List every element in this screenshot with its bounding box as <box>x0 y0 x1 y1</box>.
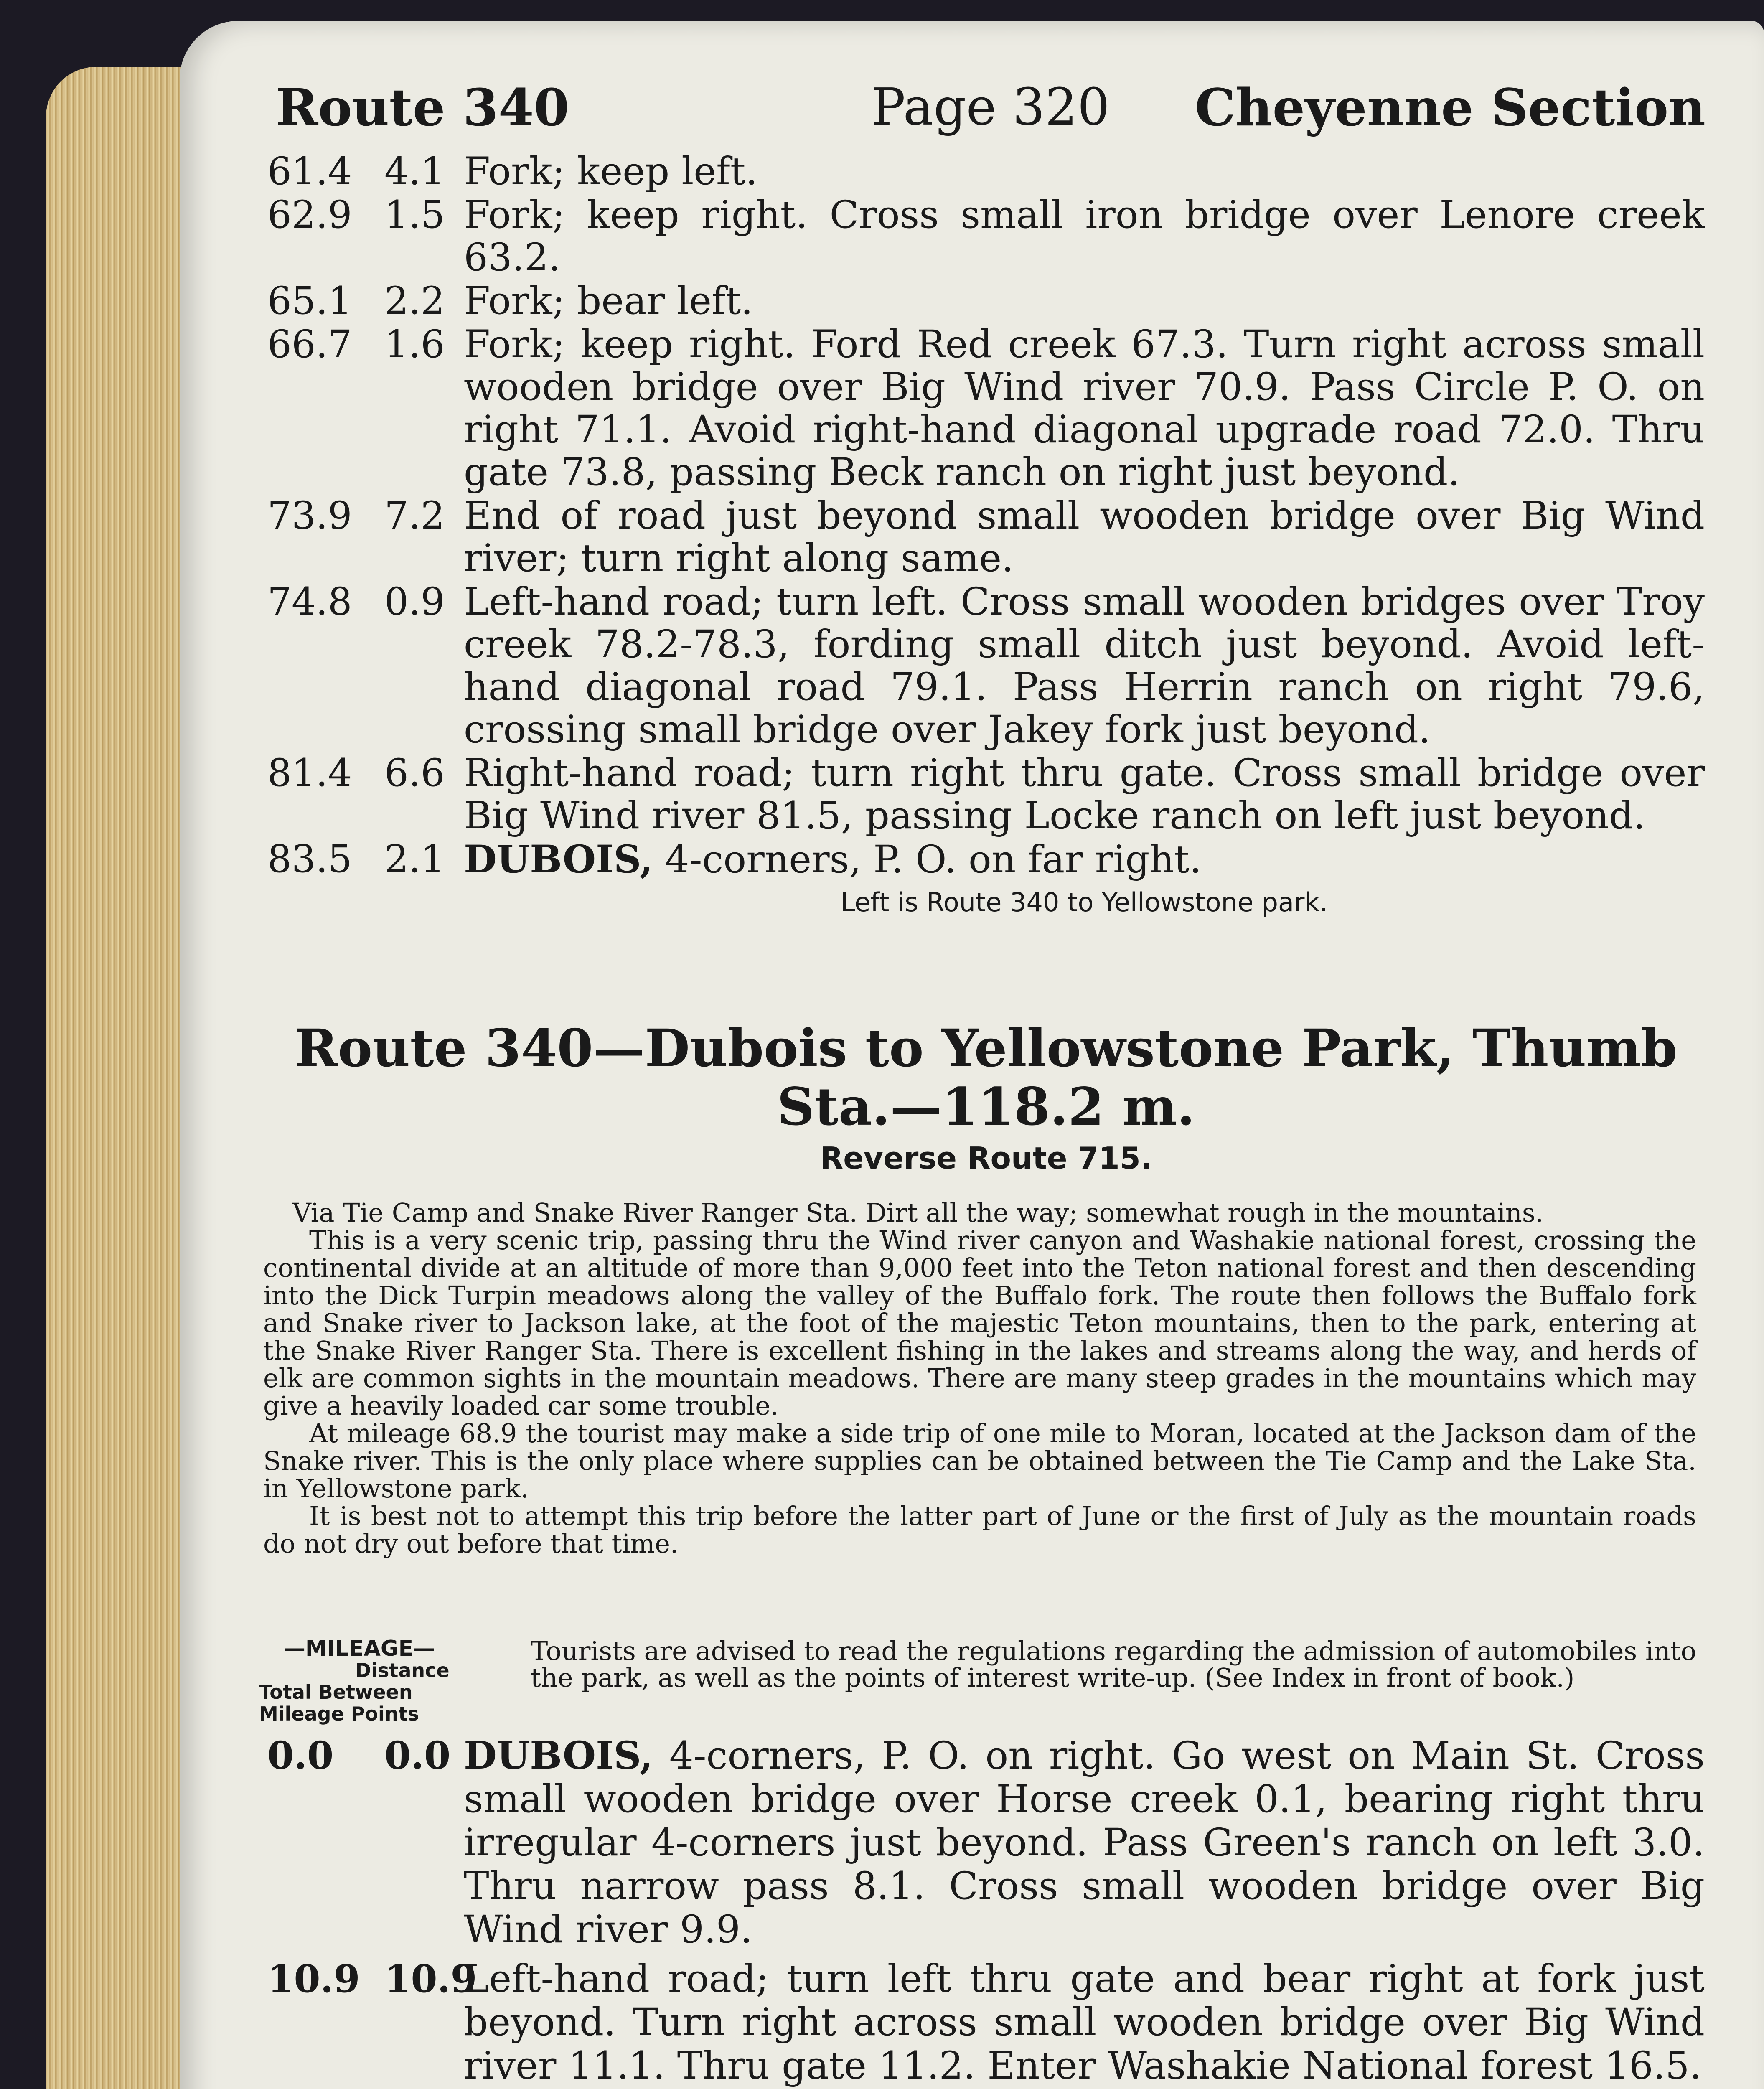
distance-between: 7.2 <box>384 494 445 538</box>
distance-between: 2.2 <box>384 279 445 323</box>
direction-text: Fork; keep right. Cross small iron bridge over Lenore creek 63.2. <box>464 193 1705 280</box>
intro-paragraph: Via Tie Camp and Snake River Ranger Sta. Dirt all the way; somewhat rough in the mountains. <box>292 1197 1544 1228</box>
total-mileage: 10.9 <box>267 1957 360 2001</box>
distance-between: 0.9 <box>384 580 445 624</box>
table-row <box>267 838 1705 924</box>
table-row <box>267 194 1705 279</box>
total-mileage: 83.5 <box>267 837 352 881</box>
distance-between: 6.6 <box>384 751 445 795</box>
table-row <box>267 323 1705 494</box>
distance-between: 4.1 <box>384 150 445 193</box>
intro-paragraph: This is a very scenic trip, passing thru the Wind river canyon and Washakie national forest, crossing the continental divide at an altitude of more than 9,000 feet into the Teton national forest and then descending into the Dick Turpin meadows along the valley of the Buffalo fork. The route then follows the Buffalo fork and Snake river to Jackson lake, at the foot of the majestic Teton mountains, then to the park, entering at the Snake River Ranger Sta. There is excellent fishing in the lakes and streams along the way, and herds of elk are common sights in the mountain meadows. There are many steep grades in the mountains which may give a heavily loaded car some trouble. <box>263 1225 1696 1421</box>
legend-mileage-points: Mileage Points <box>259 1703 419 1725</box>
direction-text: Fork; bear left. <box>464 279 753 323</box>
table-row <box>267 1734 1705 1952</box>
place-name: DUBOIS, <box>464 1733 653 1778</box>
route-table <box>267 1734 1705 2089</box>
legend-distance: Distance <box>355 1659 450 1682</box>
legend-mileage: —MILEAGE— <box>283 1636 435 1661</box>
total-mileage: 62.9 <box>267 193 352 237</box>
direction-text <box>464 1734 1705 1952</box>
direction-detail: 4-corners, P. O. on far right. <box>653 838 1202 882</box>
distance-between: 10.9 <box>384 1957 477 2001</box>
place-name: DUBOIS, <box>464 837 653 882</box>
table-row <box>267 150 1705 193</box>
route-note: Left is Route 340 to Yellowstone park. <box>840 887 1328 917</box>
distance-between: 0.0 <box>384 1733 451 1778</box>
book-page-edges <box>46 67 184 2089</box>
total-mileage: 0.0 <box>267 1733 334 1778</box>
table-row <box>267 280 1705 323</box>
direction-detail: 4-corners, P. O. on right. Go west on Main St. Cross small wooden bridge over Horse creek 0.1, bearing right thru irregular 4-corners just beyond. Pass Green's ranch on left 3.0. Thru narrow pass 8.1. Cross small wooden bridge over Big Wind river 9.9. <box>464 1734 1705 1952</box>
advisory-text: Tourists are advised to read the regulations regarding the admission of automobiles into the park, as well as the points of interest write-up. (See Index in front of book.) <box>531 1636 1696 1693</box>
header-page-number: Page 320 <box>871 77 1110 137</box>
total-mileage: 66.7 <box>267 323 352 366</box>
direction-text <box>464 838 1705 881</box>
direction-text: Fork; keep left. <box>464 150 758 193</box>
intro-paragraph: At mileage 68.9 the tourist may make a side trip of one mile to Moran, located at the Jackson dam of the Snake river. This is the only place where supplies can be obtained between the Tie Camp and the Lake Sta. in Yellowstone park. <box>263 1418 1696 1504</box>
table-row <box>267 752 1705 837</box>
table-row <box>267 495 1705 580</box>
direction-text: End of road just beyond small wooden bridge over Big Wind river; turn right along same. <box>464 494 1705 580</box>
route-introduction <box>263 1199 1696 1558</box>
direction-text: Right-hand road; turn right thru gate. Cross small bridge over Big Wind river 81.5, passing Locke ranch on left just beyond. <box>464 751 1705 838</box>
total-mileage: 74.8 <box>267 580 352 624</box>
total-mileage: 61.4 <box>267 150 352 193</box>
intro-paragraph: It is best not to attempt this trip before the latter part of June or the first of July as the mountain roads do not dry out before that time. <box>263 1501 1696 1559</box>
mileage-legend <box>259 1638 460 1725</box>
direction-text: Fork; keep right. Ford Red creek 67.3. Turn right across small wooden bridge over Big Wind river 70.9. Pass Circle P. O. on right 71.1. Avoid right-hand diagonal upgrade road 72.0. Thru gate 73.8, passing Beck ranch on right just beyond. <box>464 323 1705 494</box>
total-mileage: 65.1 <box>267 279 352 323</box>
distance-between: 1.5 <box>384 193 445 237</box>
route-subtitle: Reverse Route 715. <box>820 1141 1152 1176</box>
legend-total-between: Total Between <box>259 1681 413 1703</box>
route-title: Route 340—Dubois to Yellowstone Park, Thumb Sta.—118.2 m. <box>295 1018 1678 1137</box>
total-mileage: 81.4 <box>267 751 352 795</box>
distance-between: 2.1 <box>384 837 445 881</box>
route-table-continued <box>267 150 1705 925</box>
header-route: Route 340 <box>276 77 569 137</box>
distance-between: 1.6 <box>384 323 445 366</box>
direction-text: Left-hand road; turn left. Cross small wooden bridges over Troy creek 78.2-78.3, fording small ditch just beyond. Avoid left-hand diagonal road 79.1. Pass Herrin ranch on right 79.6, crossing small bridge over Jakey fork just beyond. <box>464 580 1705 752</box>
table-row <box>267 1957 1705 2088</box>
direction-text: Left-hand road; turn left thru gate and bear right at fork just beyond. Turn right across small wooden bridge over Big Wind river 11.1. Thru gate 11.2. Enter Washakie National forest 16.5. <box>464 1957 1705 2088</box>
total-mileage: 73.9 <box>267 494 352 538</box>
table-row <box>267 581 1705 751</box>
header-section: Cheyenne Section <box>1195 77 1706 137</box>
